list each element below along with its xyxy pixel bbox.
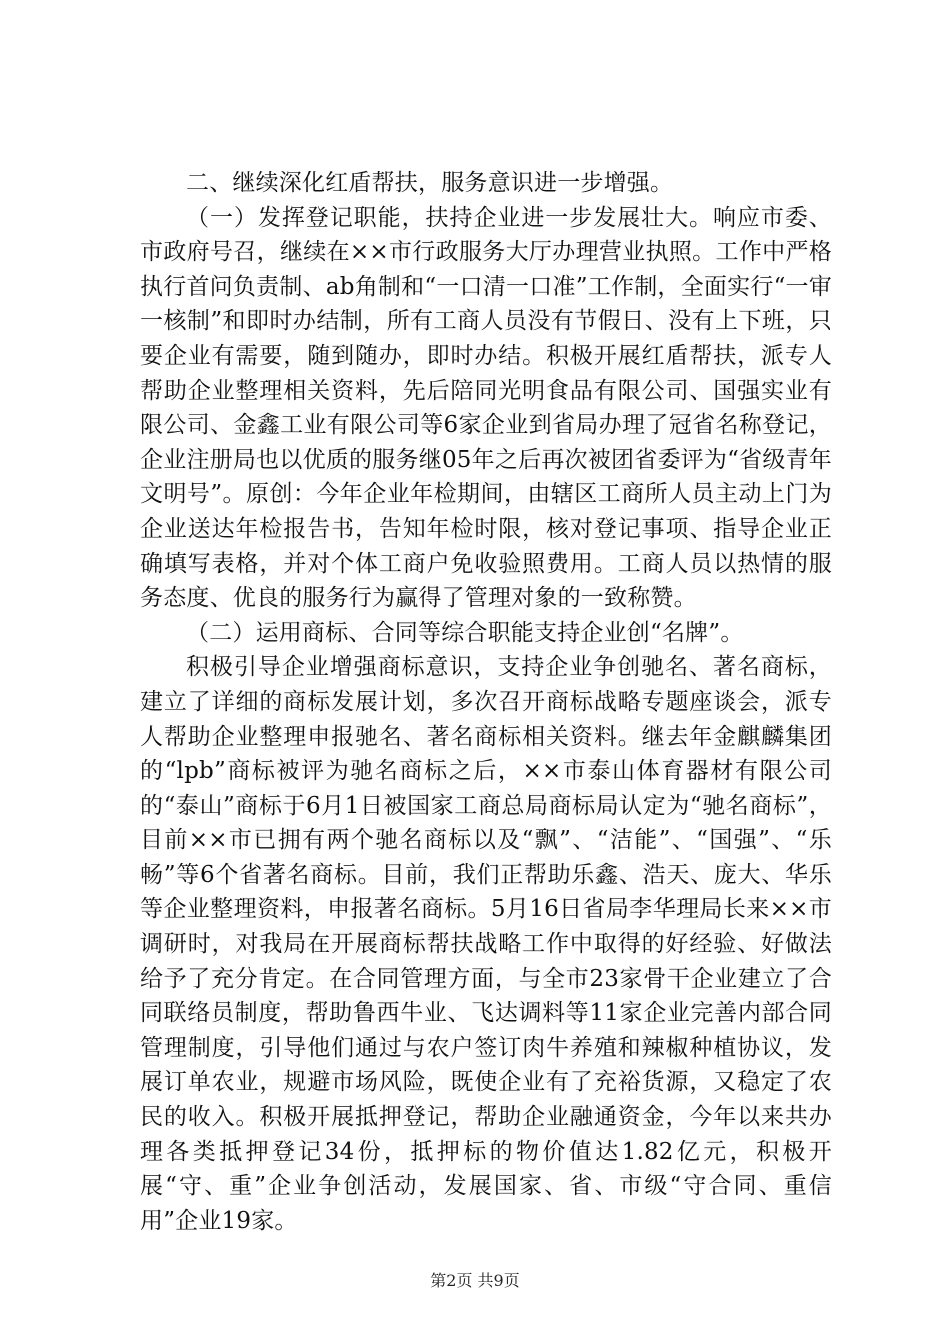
paragraph-registration: （一）发挥登记职能，扶持企业进一步发展壮大。响应市委、市政府号召，继续在××市行政服务大厅办理营业执照。工作中严格执行首问负责制、ab角制和“一口清一口准”工作制，全面实行“一审一核制”和即时办结制，所有工商人员没有节假日、没有上下班，只要企业有需要，随到随办，即时办结。积极开展红盾帮扶，派专人帮助企业整理相关资料，先后陪同光明食品有限公司、国强实业有限公司、金鑫工业有限公司等6家企业到省局办理了冠省名称登记，企业注册局也以优质的服务继05年之后再次被团省委评为“省级青年文明号”。原创：今年企业年检期间，由辖区工商所人员主动上门为企业送达年检报告书，告知年检时限，核对登记事项、指导企业正确填写表格，并对个体工商户免收验照费用。工商人员以热情的服务态度、优良的服务行为赢得了管理对象的一致称赞。 (140, 204, 832, 612)
subsection-heading: （二）运用商标、合同等综合职能支持企业创“名牌”。 (186, 619, 744, 646)
paragraph-trademark: 积极引导企业增强商标意识，支持企业争创驰名、著名商标，建立了详细的商标发展计划，多次召开商标战略专题座谈会，派专人帮助企业整理申报驰名、著名商标相关资料。继去年金麒麟集团的“lpb”商标被评为驰名商标之后，××市泰山体育器材有限公司的“泰山”商标于6月1日被国家工商总局商标局认定为“驰名商标”，目前××市已拥有两个驰名商标以及“飘”、“洁能”、“国强”、“乐畅”等6个省著名商标。目前，我们正帮助乐鑫、浩天、庞大、华乐等企业整理资料，申报著名商标。5月16日省局李华理局长来××市调研时，对我局在开展商标帮扶战略工作中取得的好经验、好做法给予了充分肯定。在合同管理方面，与全市23家骨干企业建立了合同联络员制度，帮助鲁西牛业、飞达调料等11家企业完善内部合同管理制度，引导他们通过与农户签订肉牛养殖和辣椒种植协议，发展订单农业，规避市场风险，既使企业有了充裕货源，又稳定了农民的收入。积极开展抵押登记，帮助企业融通资金，今年以来共办理各类抵押登记34份，抵押标的物价值达1.82亿元，积极开展“守、重”企业争创活动，发展国家、省、市级“守合同、重信用”企业19家。 (140, 654, 832, 1234)
document-body (140, 166, 832, 1238)
section-heading: 二、继续深化红盾帮扶，服务意识进一步增强。 (186, 170, 674, 196)
page-number: 第2页 共9页 (430, 1271, 520, 1290)
